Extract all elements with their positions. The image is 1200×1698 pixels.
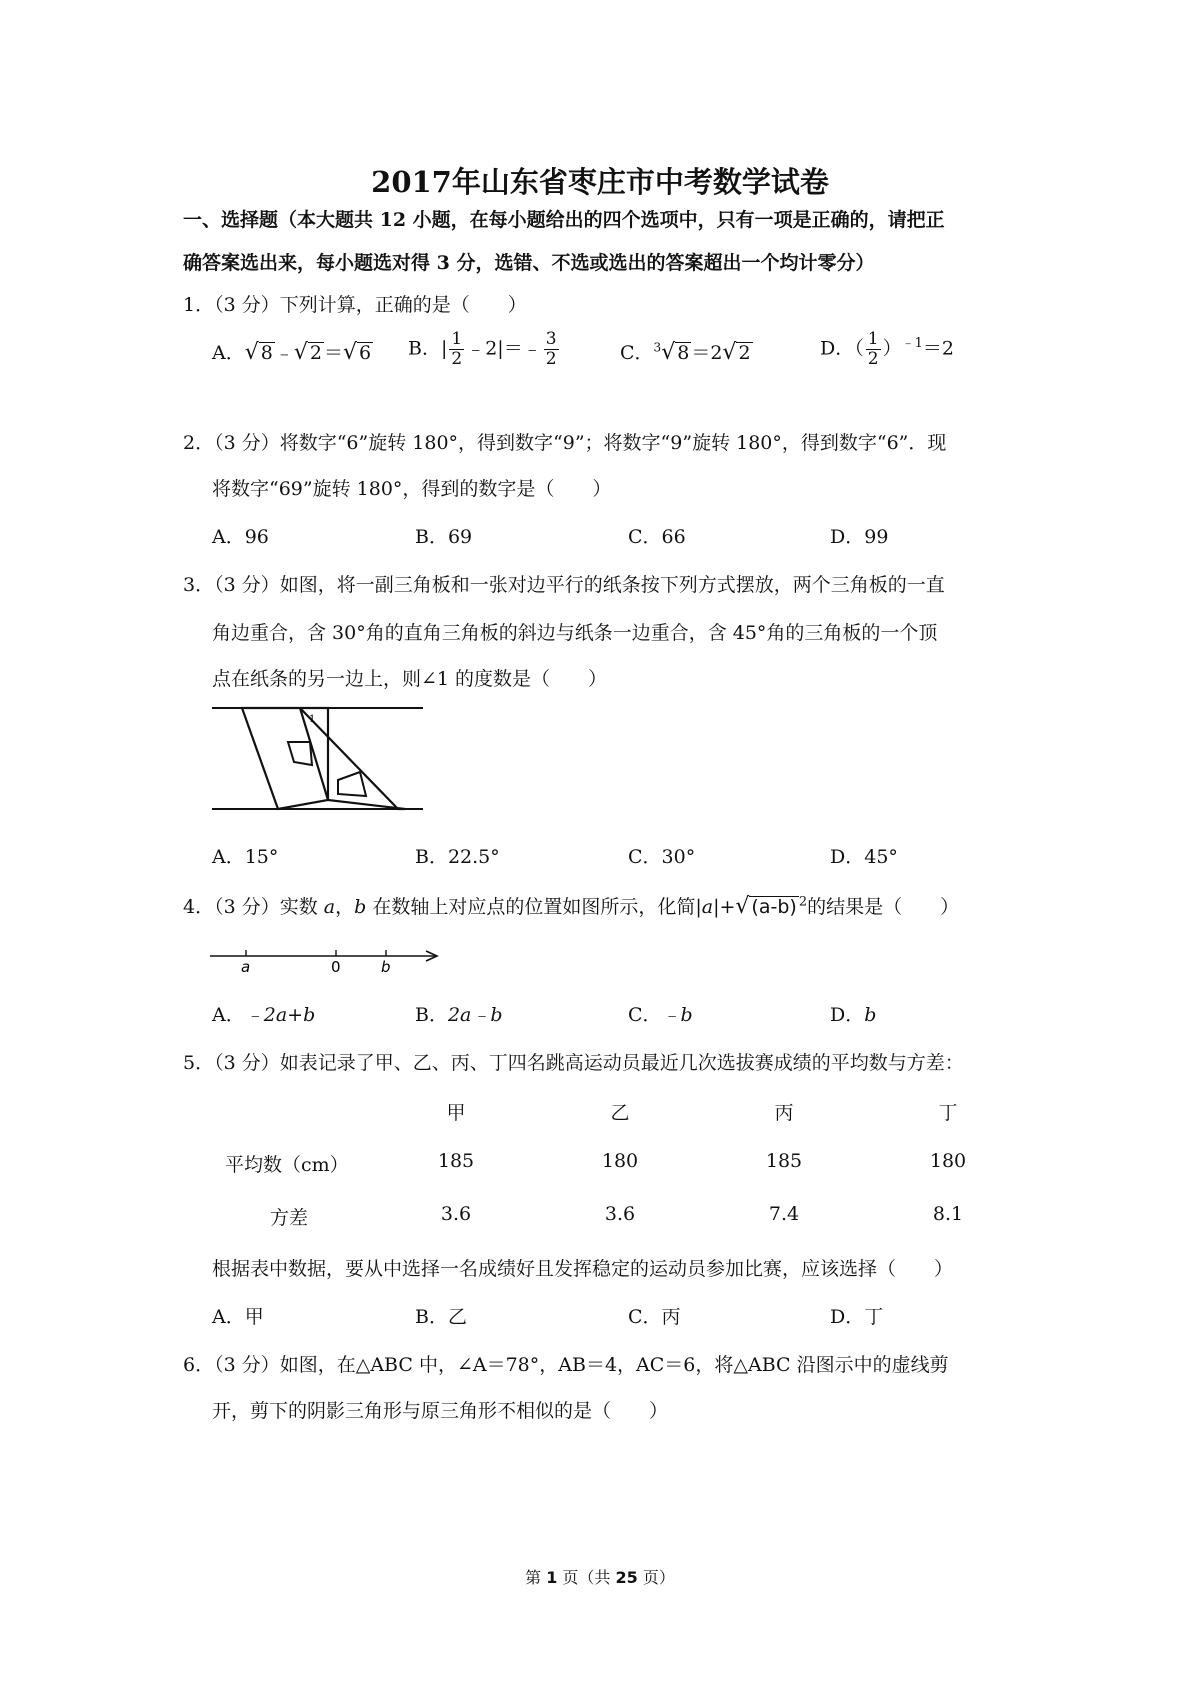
table-row-label-variance: 方差	[270, 1207, 309, 1229]
page-title: 2017年山东省枣庄市中考数学试卷	[371, 165, 829, 199]
q2-stem-line1: 2．（3 分）将数字“6”旋转 180°，得到数字“9”；将数字“9”旋转 180°，得到数字“6”．现	[183, 432, 947, 454]
q5-after-text: 根据表中数据，要从中选择一名成绩好且发挥稳定的运动员参加比赛，应该选择（ ）	[212, 1258, 954, 1280]
q1-option-b: B．| $\frac{1}{2}$ ﹣2|＝﹣ $\frac{3}{2}$	[408, 329, 557, 369]
q5-option-a: A．甲	[212, 1306, 264, 1328]
q1-option-d: D．（ $\frac{1}{2}$ ）$^{﹣1}$＝2	[820, 329, 954, 369]
section-heading-line1: 一、选择题（本大题共 12 小题，在每小题给出的四个选项中，只有一项是正确的，请把正	[183, 209, 945, 231]
label-b: b	[381, 958, 391, 972]
q5-option-b: B．乙	[415, 1306, 467, 1328]
q2-stem-line2: 将数字“69”旋转 180°，得到的数字是（ ）	[212, 478, 612, 500]
q4-option-d: D．b	[830, 1004, 877, 1026]
table-cell: 8.1	[932, 1203, 964, 1225]
q5-stem: 5．（3 分）如表记录了甲、乙、丙、丁四名跳高运动员最近几次选拔赛成绩的平均数与方差：	[183, 1052, 964, 1074]
q1-option-a: A．√ 8 ﹣√ 2 ＝√ 6	[212, 340, 372, 365]
q3-stem-line1: 3．（3 分）如图，将一副三角板和一张对边平行的纸条按下列方式摆放，两个三角板的一直	[183, 574, 945, 596]
page-footer: 第 1 页（共 25 页）	[525, 1568, 675, 1587]
table-cell: 180	[601, 1150, 639, 1172]
q6-stem-line1: 6．（3 分）如图，在△ABC 中，∠A＝78°，AB＝4，AC＝6，将△ABC 沿图示中的虚线剪	[183, 1354, 949, 1376]
label-zero: 0	[331, 958, 341, 972]
q3-stem-line2: 角边重合，含 30°角的直角三角板的斜边与纸条一边重合，含 45°角的三角板的一个顶	[212, 622, 938, 644]
q2-option-c: C．66	[628, 526, 686, 548]
q2-option-b: B．69	[415, 526, 473, 548]
q6-stem-line2: 开，剪下的阴影三角形与原三角形不相似的是（ ）	[212, 1400, 669, 1422]
table-row-label-mean: 平均数（cm）	[225, 1154, 349, 1176]
set-square-30-inner	[288, 742, 312, 765]
q5-option-d: D．丁	[830, 1306, 884, 1328]
table-header-bing: 丙	[774, 1102, 794, 1124]
q4-number-line	[208, 930, 443, 972]
table-cell: 185	[765, 1150, 803, 1172]
q4-option-a: A．﹣2a+b	[212, 1004, 316, 1026]
table-cell: 185	[437, 1150, 475, 1172]
q3-figure	[210, 700, 425, 815]
q3-stem-line3: 点在纸条的另一边上，则∠1 的度数是（ ）	[212, 668, 608, 690]
table-cell: 3.6	[604, 1203, 636, 1225]
q4-option-b: B．2a﹣b	[415, 1004, 503, 1026]
table-cell: 180	[929, 1150, 967, 1172]
set-square-45	[300, 708, 405, 809]
label-a: a	[241, 958, 251, 972]
section-heading-line2: 确答案选出来，每小题选对得 3 分，选错、不选或选出的答案超出一个均计零分）	[183, 252, 875, 274]
q4-option-c: C．﹣b	[628, 1004, 693, 1026]
q2-option-a: A．96	[212, 526, 269, 548]
q3-option-c: C．30°	[628, 846, 696, 868]
q4-stem: 4．（3 分）实数 a，b 在数轴上对应点的位置如图所示，化简|a|+√ (a-b) $^2$的结果是（ ）	[183, 894, 960, 919]
set-square-45-inner	[338, 772, 366, 796]
q3-option-d: D．45°	[830, 846, 898, 868]
q2-option-d: D．99	[830, 526, 889, 548]
q1-option-c: C．$^3$√ 8 ＝2√ 2	[620, 340, 751, 365]
q5-option-c: C．丙	[628, 1306, 681, 1328]
table-cell: 7.4	[768, 1203, 800, 1225]
table-header-yi: 乙	[610, 1102, 630, 1124]
table-cell: 3.6	[440, 1203, 472, 1225]
table-header-jia: 甲	[446, 1102, 466, 1124]
q3-option-b: B．22.5°	[415, 846, 500, 868]
q3-option-a: A．15°	[212, 846, 279, 868]
angle-1-label: 1	[309, 714, 316, 725]
q1-stem: 1．（3 分）下列计算，正确的是（ ）	[183, 294, 527, 316]
table-header-ding: 丁	[938, 1102, 958, 1124]
